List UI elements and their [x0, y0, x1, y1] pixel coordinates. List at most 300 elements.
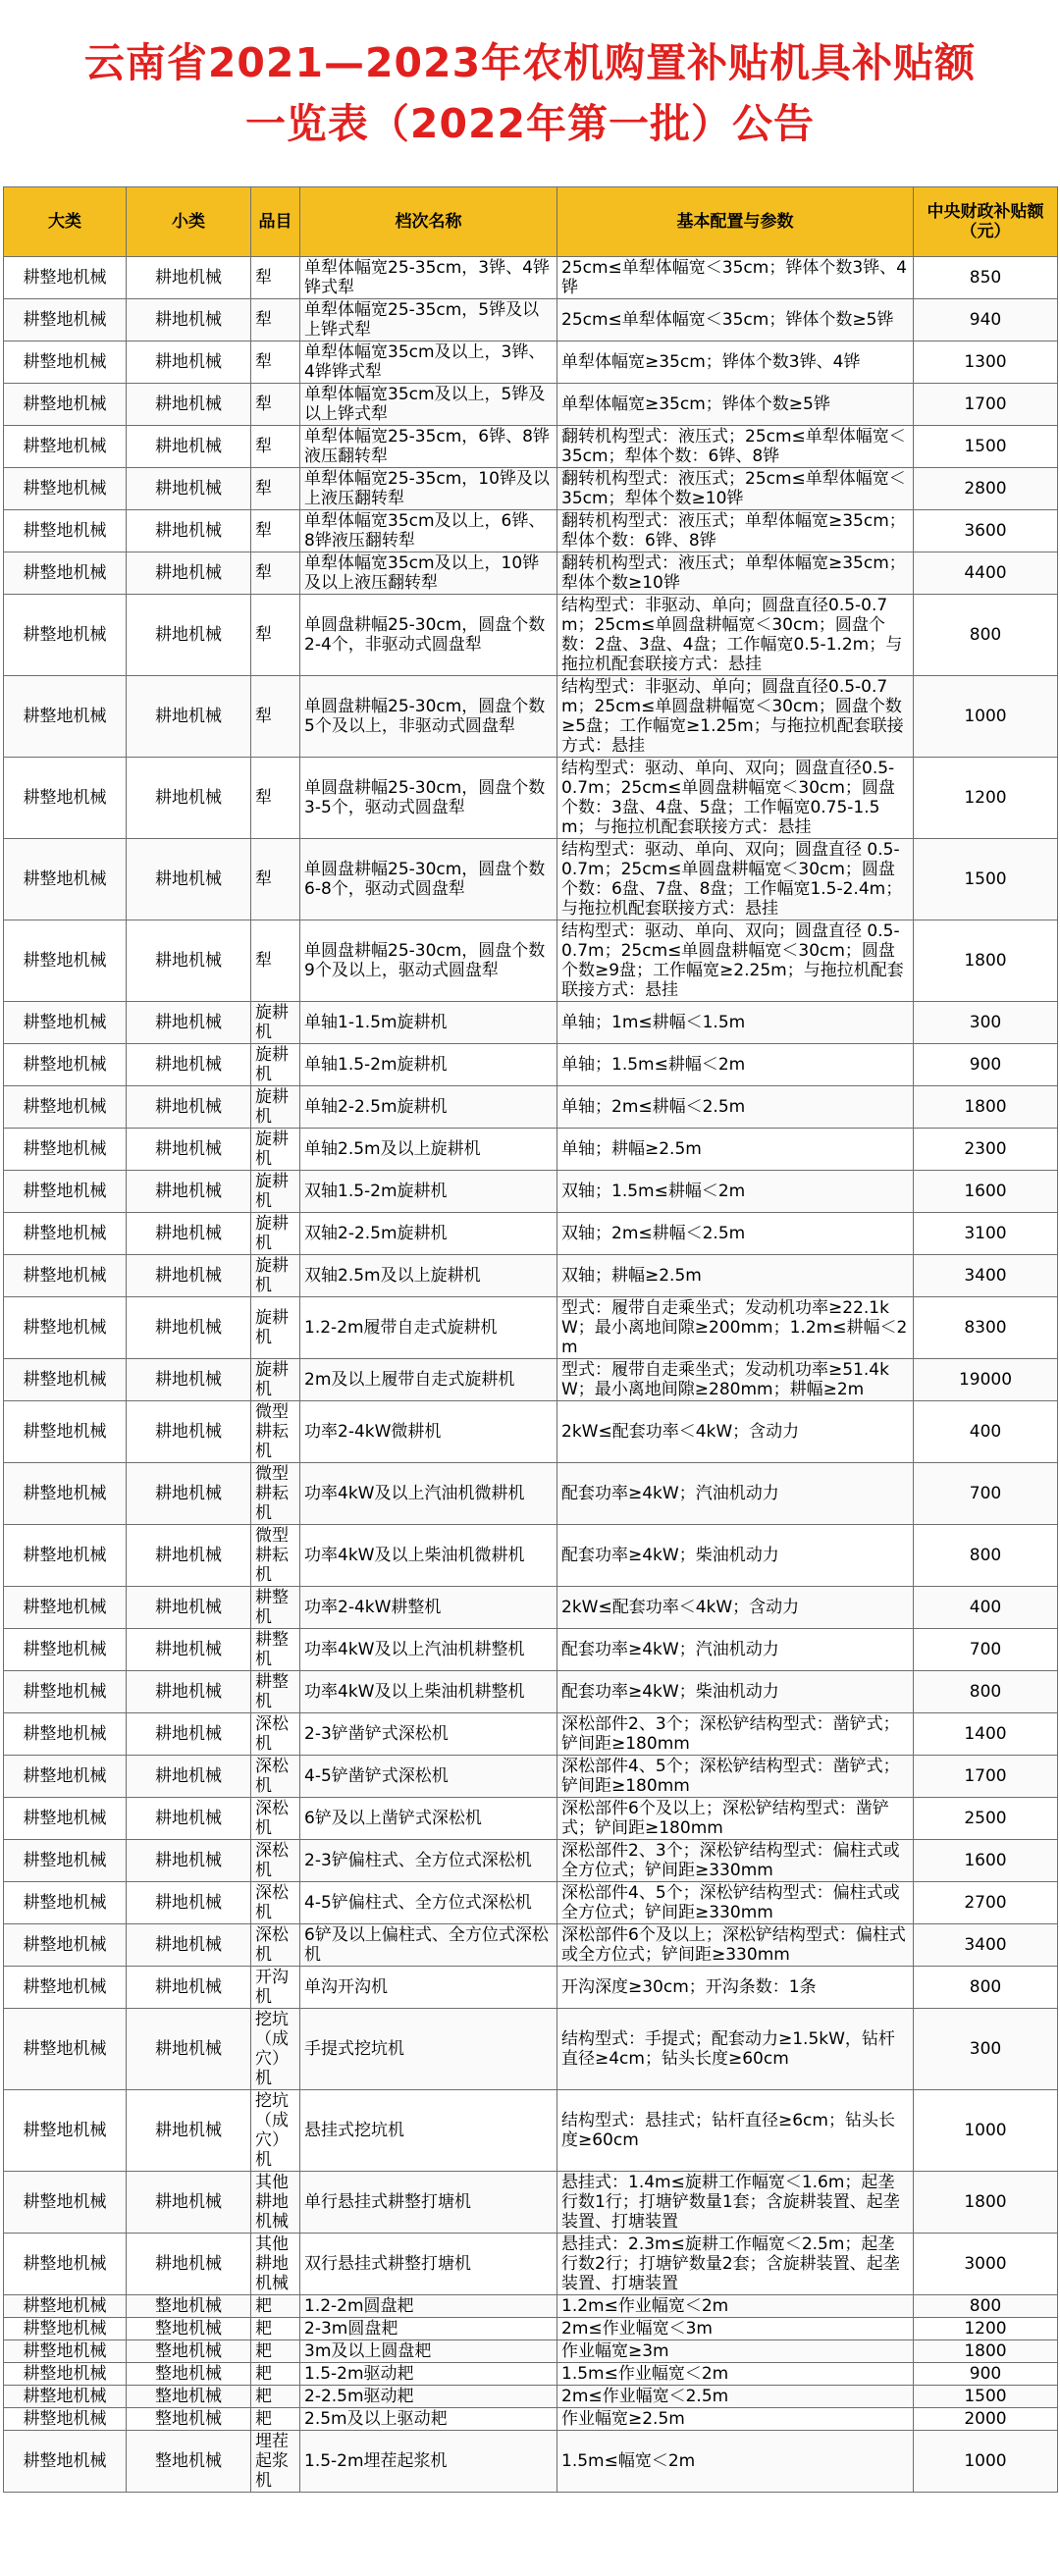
config-cell: 悬挂式：1.4m≤旋耕工作幅宽＜1.6m；起垄行数1行；打塘铲数量1套；含旋耕装置、起垄装置、打塘装置 — [557, 2172, 914, 2234]
item-cell: 旋耕机 — [251, 1129, 300, 1171]
subsidy-amount-cell: 1400 — [914, 1713, 1058, 1756]
minor-category-cell: 耕地机械 — [127, 1401, 251, 1463]
table-row — [4, 384, 1058, 426]
subsidy-amount-cell: 1200 — [914, 758, 1058, 839]
major-category-cell: 耕整地机械 — [4, 1297, 127, 1359]
tier-name-cell: 单犁体幅宽25-35cm，3铧、4铧铧式犁 — [300, 257, 557, 299]
major-category-cell: 耕整地机械 — [4, 299, 127, 342]
subsidy-amount-cell: 700 — [914, 1463, 1058, 1525]
tier-name-cell: 2m及以上履带自走式旋耕机 — [300, 1359, 557, 1401]
minor-category-cell: 耕地机械 — [127, 1756, 251, 1798]
config-cell: 开沟深度≥30cm；开沟条数：1条 — [557, 1967, 914, 2009]
item-cell: 旋耕机 — [251, 1086, 300, 1129]
minor-category-cell: 整地机械 — [127, 2318, 251, 2340]
subsidy-amount-cell: 2000 — [914, 2408, 1058, 2431]
item-cell: 旋耕机 — [251, 1213, 300, 1255]
config-cell: 单犁体幅宽≥35cm；铧体个数≥5铧 — [557, 384, 914, 426]
tier-name-cell: 2-2.5m驱动耙 — [300, 2386, 557, 2408]
minor-category-cell: 耕地机械 — [127, 299, 251, 342]
item-cell: 犁 — [251, 758, 300, 839]
table-row — [4, 2340, 1058, 2363]
minor-category-cell: 整地机械 — [127, 2363, 251, 2386]
table-row — [4, 1086, 1058, 1129]
item-cell: 耙 — [251, 2318, 300, 2340]
minor-category-cell: 耕地机械 — [127, 426, 251, 468]
item-cell: 犁 — [251, 299, 300, 342]
item-cell: 犁 — [251, 839, 300, 920]
major-category-cell: 耕整地机械 — [4, 2172, 127, 2234]
major-category-cell: 耕整地机械 — [4, 1671, 127, 1713]
tier-name-cell: 单圆盘耕幅25-30cm，圆盘个数3-5个，驱动式圆盘犁 — [300, 758, 557, 839]
tier-name-cell: 6铲及以上凿铲式深松机 — [300, 1798, 557, 1840]
table-row — [4, 2295, 1058, 2318]
item-cell: 犁 — [251, 510, 300, 552]
major-category-cell: 耕整地机械 — [4, 595, 127, 676]
config-cell: 深松部件4、5个；深松铲结构型式：偏柱式或全方位式；铲间距≥330mm — [557, 1882, 914, 1924]
config-cell: 25cm≤单犁体幅宽＜35cm；铧体个数≥5铧 — [557, 299, 914, 342]
subsidy-amount-cell: 700 — [914, 1629, 1058, 1671]
tier-name-cell: 单轴1-1.5m旋耕机 — [300, 1002, 557, 1044]
item-cell: 犁 — [251, 920, 300, 1002]
major-category-cell: 耕整地机械 — [4, 1840, 127, 1882]
item-cell: 耙 — [251, 2363, 300, 2386]
item-cell: 深松机 — [251, 1882, 300, 1924]
minor-category-cell: 耕地机械 — [127, 2234, 251, 2295]
minor-category-cell: 耕地机械 — [127, 2172, 251, 2234]
config-cell: 深松部件6个及以上；深松铲结构型式：偏柱式或全方位式；铲间距≥330mm — [557, 1924, 914, 1967]
table-row — [4, 1255, 1058, 1297]
config-cell: 单轴；1.5m≤耕幅＜2m — [557, 1044, 914, 1086]
major-category-cell: 耕整地机械 — [4, 1713, 127, 1756]
subsidy-amount-cell: 19000 — [914, 1359, 1058, 1401]
major-category-cell: 耕整地机械 — [4, 2431, 127, 2493]
major-category-cell: 耕整地机械 — [4, 1463, 127, 1525]
config-cell: 配套功率≥4kW；汽油机动力 — [557, 1629, 914, 1671]
tier-name-cell: 单犁体幅宽25-35cm，5铧及以上铧式犁 — [300, 299, 557, 342]
major-category-cell: 耕整地机械 — [4, 2340, 127, 2363]
major-category-cell: 耕整地机械 — [4, 839, 127, 920]
item-cell: 犁 — [251, 552, 300, 595]
table-row — [4, 1401, 1058, 1463]
major-category-cell: 耕整地机械 — [4, 552, 127, 595]
table-body — [4, 257, 1058, 2493]
subsidy-amount-cell: 2500 — [914, 1798, 1058, 1840]
major-category-cell: 耕整地机械 — [4, 1882, 127, 1924]
minor-category-cell: 耕地机械 — [127, 2009, 251, 2090]
config-cell: 1.2m≤作业幅宽＜2m — [557, 2295, 914, 2318]
minor-category-cell: 整地机械 — [127, 2408, 251, 2431]
minor-category-cell: 耕地机械 — [127, 1967, 251, 2009]
table-row — [4, 2172, 1058, 2234]
minor-category-cell: 耕地机械 — [127, 1255, 251, 1297]
major-category-cell: 耕整地机械 — [4, 2408, 127, 2431]
config-cell: 作业幅宽≥3m — [557, 2340, 914, 2363]
tier-name-cell: 单犁体幅宽35cm及以上，10铧及以上液压翻转犁 — [300, 552, 557, 595]
item-cell: 犁 — [251, 676, 300, 758]
subsidy-amount-cell: 2700 — [914, 1882, 1058, 1924]
config-cell: 悬挂式：2.3m≤旋耕工作幅宽＜2.5m；起垄行数2行；打塘铲数量2套；含旋耕装置、起垄装置、打塘装置 — [557, 2234, 914, 2295]
minor-category-cell: 整地机械 — [127, 2340, 251, 2363]
tier-name-cell: 功率4kW及以上汽油机微耕机 — [300, 1463, 557, 1525]
major-category-cell: 耕整地机械 — [4, 2386, 127, 2408]
item-cell: 挖坑（成穴）机 — [251, 2009, 300, 2090]
major-category-cell: 耕整地机械 — [4, 1525, 127, 1587]
table-row — [4, 595, 1058, 676]
header-subsidy-amount: 中央财政补贴额（元） — [914, 187, 1058, 257]
item-cell: 耙 — [251, 2295, 300, 2318]
subsidy-amount-cell: 400 — [914, 1587, 1058, 1629]
item-cell: 深松机 — [251, 1798, 300, 1840]
config-cell: 深松部件2、3个；深松铲结构型式：凿铲式；铲间距≥180mm — [557, 1713, 914, 1756]
item-cell: 深松机 — [251, 1756, 300, 1798]
minor-category-cell: 耕地机械 — [127, 510, 251, 552]
config-cell: 2kW≤配套功率＜4kW；含动力 — [557, 1401, 914, 1463]
subsidy-amount-cell: 1000 — [914, 2431, 1058, 2493]
minor-category-cell: 耕地机械 — [127, 1002, 251, 1044]
subsidy-amount-cell: 1000 — [914, 2090, 1058, 2172]
tier-name-cell: 单轴1.5-2m旋耕机 — [300, 1044, 557, 1086]
notice-title — [0, 0, 1060, 186]
tier-name-cell: 功率2-4kW微耕机 — [300, 1401, 557, 1463]
minor-category-cell: 耕地机械 — [127, 342, 251, 384]
table-row — [4, 1587, 1058, 1629]
minor-category-cell: 耕地机械 — [127, 1798, 251, 1840]
tier-name-cell: 2.5m及以上驱动耙 — [300, 2408, 557, 2431]
tier-name-cell: 2-3m圆盘耙 — [300, 2318, 557, 2340]
tier-name-cell: 1.2-2m履带自走式旋耕机 — [300, 1297, 557, 1359]
config-cell: 结构型式：手提式；配套动力≥1.5kW，钻杆直径≥4cm；钻头长度≥60cm — [557, 2009, 914, 2090]
config-cell: 配套功率≥4kW；柴油机动力 — [557, 1671, 914, 1713]
item-cell: 开沟机 — [251, 1967, 300, 2009]
major-category-cell: 耕整地机械 — [4, 1129, 127, 1171]
tier-name-cell: 单犁体幅宽35cm及以上，5铧及以上铧式犁 — [300, 384, 557, 426]
subsidy-amount-cell: 3600 — [914, 510, 1058, 552]
config-cell: 结构型式：驱动、单向、双向；圆盘直径 0.5-0.7m；25cm≤单圆盘耕幅宽＜30cm；圆盘个数：6盘、7盘、8盘；工作幅宽1.5-2.4m；与拖拉机配套联接方式：悬挂 — [557, 839, 914, 920]
minor-category-cell: 耕地机械 — [127, 1297, 251, 1359]
tier-name-cell: 悬挂式挖坑机 — [300, 2090, 557, 2172]
item-cell: 耙 — [251, 2408, 300, 2431]
table-row — [4, 2408, 1058, 2431]
major-category-cell: 耕整地机械 — [4, 257, 127, 299]
major-category-cell: 耕整地机械 — [4, 384, 127, 426]
item-cell: 犁 — [251, 342, 300, 384]
item-cell: 耕整机 — [251, 1629, 300, 1671]
subsidy-amount-cell: 800 — [914, 2295, 1058, 2318]
subsidy-amount-cell: 1500 — [914, 839, 1058, 920]
minor-category-cell: 耕地机械 — [127, 1044, 251, 1086]
major-category-cell: 耕整地机械 — [4, 468, 127, 510]
subsidy-amount-cell: 800 — [914, 1671, 1058, 1713]
config-cell: 翻转机构型式：液压式；单犁体幅宽≥35cm；犁体个数≥10铧 — [557, 552, 914, 595]
item-cell: 耕整机 — [251, 1671, 300, 1713]
table-row — [4, 510, 1058, 552]
minor-category-cell: 耕地机械 — [127, 1463, 251, 1525]
config-cell: 作业幅宽≥2.5m — [557, 2408, 914, 2431]
table-header-row — [4, 187, 1058, 257]
header-minor-category: 小类 — [127, 187, 251, 257]
config-cell: 结构型式：驱动、单向、双向；圆盘直径0.5-0.7m；25cm≤单圆盘耕幅宽＜30cm；圆盘个数：3盘、4盘、5盘；工作幅宽0.75-1.5m；与拖拉机配套联接方式：悬挂 — [557, 758, 914, 839]
tier-name-cell: 双轴1.5-2m旋耕机 — [300, 1171, 557, 1213]
table-row — [4, 2363, 1058, 2386]
title-line-1: 云南省2021—2023年农机购置补贴机具补贴额 — [83, 39, 977, 86]
minor-category-cell: 整地机械 — [127, 2431, 251, 2493]
subsidy-amount-cell: 1800 — [914, 920, 1058, 1002]
config-cell: 单轴；耕幅≥2.5m — [557, 1129, 914, 1171]
subsidy-amount-cell: 850 — [914, 257, 1058, 299]
item-cell: 其他耕地机械 — [251, 2234, 300, 2295]
subsidy-amount-cell: 1800 — [914, 2340, 1058, 2363]
subsidy-amount-cell: 1600 — [914, 1840, 1058, 1882]
item-cell: 其他耕地机械 — [251, 2172, 300, 2234]
major-category-cell: 耕整地机械 — [4, 920, 127, 1002]
item-cell: 犁 — [251, 468, 300, 510]
subsidy-amount-cell: 1800 — [914, 1086, 1058, 1129]
config-cell: 配套功率≥4kW；汽油机动力 — [557, 1463, 914, 1525]
table-row — [4, 1924, 1058, 1967]
tier-name-cell: 1.5-2m埋茬起浆机 — [300, 2431, 557, 2493]
table-row — [4, 1213, 1058, 1255]
major-category-cell: 耕整地机械 — [4, 1044, 127, 1086]
major-category-cell: 耕整地机械 — [4, 2318, 127, 2340]
table-row — [4, 552, 1058, 595]
major-category-cell: 耕整地机械 — [4, 342, 127, 384]
table-row — [4, 1671, 1058, 1713]
subsidy-amount-cell: 300 — [914, 2009, 1058, 2090]
config-cell: 单犁体幅宽≥35cm；铧体个数3铧、4铧 — [557, 342, 914, 384]
minor-category-cell: 耕地机械 — [127, 1587, 251, 1629]
major-category-cell: 耕整地机械 — [4, 2363, 127, 2386]
major-category-cell: 耕整地机械 — [4, 2295, 127, 2318]
subsidy-amount-cell: 1300 — [914, 342, 1058, 384]
tier-name-cell: 功率4kW及以上汽油机耕整机 — [300, 1629, 557, 1671]
tier-name-cell: 单犁体幅宽35cm及以上，3铧、4铧铧式犁 — [300, 342, 557, 384]
tier-name-cell: 4-5铲凿铲式深松机 — [300, 1756, 557, 1798]
item-cell: 旋耕机 — [251, 1359, 300, 1401]
minor-category-cell: 耕地机械 — [127, 920, 251, 1002]
major-category-cell: 耕整地机械 — [4, 1798, 127, 1840]
minor-category-cell: 耕地机械 — [127, 1713, 251, 1756]
config-cell: 1.5m≤作业幅宽＜2m — [557, 2363, 914, 2386]
subsidy-amount-cell: 8300 — [914, 1297, 1058, 1359]
table-row — [4, 1882, 1058, 1924]
table-row — [4, 1713, 1058, 1756]
item-cell: 埋茬起浆机 — [251, 2431, 300, 2493]
config-cell: 深松部件6个及以上；深松铲结构型式：凿铲式；铲间距≥180mm — [557, 1798, 914, 1840]
minor-category-cell: 耕地机械 — [127, 1629, 251, 1671]
major-category-cell: 耕整地机械 — [4, 1924, 127, 1967]
minor-category-cell: 耕地机械 — [127, 1525, 251, 1587]
tier-name-cell: 手提式挖坑机 — [300, 2009, 557, 2090]
tier-name-cell: 4-5铲偏柱式、全方位式深松机 — [300, 1882, 557, 1924]
item-cell: 耙 — [251, 2386, 300, 2408]
item-cell: 旋耕机 — [251, 1044, 300, 1086]
major-category-cell: 耕整地机械 — [4, 2090, 127, 2172]
table-row — [4, 299, 1058, 342]
item-cell: 深松机 — [251, 1924, 300, 1967]
minor-category-cell: 耕地机械 — [127, 758, 251, 839]
subsidy-amount-cell: 1800 — [914, 2172, 1058, 2234]
subsidy-amount-cell: 1500 — [914, 2386, 1058, 2408]
minor-category-cell: 耕地机械 — [127, 1840, 251, 1882]
config-cell: 翻转机构型式：液压式；25cm≤单犁体幅宽＜35cm；犁体个数：6铧、8铧 — [557, 426, 914, 468]
tier-name-cell: 单圆盘耕幅25-30cm，圆盘个数9个及以上，驱动式圆盘犁 — [300, 920, 557, 1002]
tier-name-cell: 1.5-2m驱动耙 — [300, 2363, 557, 2386]
config-cell: 双轴；2m≤耕幅＜2.5m — [557, 1213, 914, 1255]
subsidy-amount-cell: 1600 — [914, 1171, 1058, 1213]
config-cell: 单轴；1m≤耕幅＜1.5m — [557, 1002, 914, 1044]
tier-name-cell: 单行悬挂式耕整打塘机 — [300, 2172, 557, 2234]
minor-category-cell: 耕地机械 — [127, 384, 251, 426]
tier-name-cell: 3m及以上圆盘耙 — [300, 2340, 557, 2363]
major-category-cell: 耕整地机械 — [4, 1587, 127, 1629]
table-row — [4, 1798, 1058, 1840]
config-cell: 2m≤作业幅宽＜2.5m — [557, 2386, 914, 2408]
table-row — [4, 676, 1058, 758]
table-row — [4, 1967, 1058, 2009]
config-cell: 型式：履带自走乘坐式；发动机功率≥22.1kW；最小离地间隙≥200mm；1.2m≤耕幅＜2m — [557, 1297, 914, 1359]
subsidy-amount-cell: 3100 — [914, 1213, 1058, 1255]
tier-name-cell: 单轴2-2.5m旋耕机 — [300, 1086, 557, 1129]
major-category-cell: 耕整地机械 — [4, 1002, 127, 1044]
item-cell: 犁 — [251, 595, 300, 676]
table-row — [4, 1840, 1058, 1882]
minor-category-cell: 耕地机械 — [127, 1924, 251, 1967]
item-cell: 深松机 — [251, 1840, 300, 1882]
tier-name-cell: 单圆盘耕幅25-30cm，圆盘个数5个及以上，非驱动式圆盘犁 — [300, 676, 557, 758]
item-cell: 耙 — [251, 2340, 300, 2363]
table-row — [4, 1002, 1058, 1044]
subsidy-table — [3, 186, 1058, 2493]
item-cell: 旋耕机 — [251, 1002, 300, 1044]
major-category-cell: 耕整地机械 — [4, 758, 127, 839]
item-cell: 犁 — [251, 426, 300, 468]
config-cell: 深松部件2、3个；深松铲结构型式：偏柱式或全方位式；铲间距≥330mm — [557, 1840, 914, 1882]
major-category-cell: 耕整地机械 — [4, 676, 127, 758]
item-cell: 微型耕耘机 — [251, 1401, 300, 1463]
minor-category-cell: 耕地机械 — [127, 552, 251, 595]
tier-name-cell: 单犁体幅宽25-35cm，10铧及以上液压翻转犁 — [300, 468, 557, 510]
subsidy-amount-cell: 2800 — [914, 468, 1058, 510]
subsidy-amount-cell: 940 — [914, 299, 1058, 342]
subsidy-amount-cell: 3400 — [914, 1255, 1058, 1297]
table-row — [4, 426, 1058, 468]
subsidy-amount-cell: 3000 — [914, 2234, 1058, 2295]
table-row — [4, 2431, 1058, 2493]
tier-name-cell: 1.2-2m圆盘耙 — [300, 2295, 557, 2318]
subsidy-amount-cell: 900 — [914, 2363, 1058, 2386]
subsidy-amount-cell: 300 — [914, 1002, 1058, 1044]
title-line-2: 一览表（2022年第一批）公告 — [244, 100, 816, 147]
tier-name-cell: 双轴2.5m及以上旋耕机 — [300, 1255, 557, 1297]
tier-name-cell: 单轴2.5m及以上旋耕机 — [300, 1129, 557, 1171]
tier-name-cell: 功率4kW及以上柴油机耕整机 — [300, 1671, 557, 1713]
table-row — [4, 1463, 1058, 1525]
table-row — [4, 342, 1058, 384]
minor-category-cell: 耕地机械 — [127, 1213, 251, 1255]
major-category-cell: 耕整地机械 — [4, 1171, 127, 1213]
table-row — [4, 839, 1058, 920]
tier-name-cell: 单圆盘耕幅25-30cm，圆盘个数2-4个，非驱动式圆盘犁 — [300, 595, 557, 676]
item-cell: 深松机 — [251, 1713, 300, 1756]
minor-category-cell: 耕地机械 — [127, 468, 251, 510]
item-cell: 犁 — [251, 384, 300, 426]
config-cell: 25cm≤单犁体幅宽＜35cm；铧体个数3铧、4铧 — [557, 257, 914, 299]
config-cell: 翻转机构型式：液压式；单犁体幅宽≥35cm；犁体个数：6铧、8铧 — [557, 510, 914, 552]
table-row — [4, 1629, 1058, 1671]
config-cell: 结构型式：驱动、单向、双向；圆盘直径 0.5-0.7m；25cm≤单圆盘耕幅宽＜30cm；圆盘个数≥9盘；工作幅宽≥2.25m；与拖拉机配套联接方式：悬挂 — [557, 920, 914, 1002]
table-row — [4, 2386, 1058, 2408]
subsidy-amount-cell: 400 — [914, 1401, 1058, 1463]
major-category-cell: 耕整地机械 — [4, 426, 127, 468]
table-row — [4, 1297, 1058, 1359]
table-row — [4, 257, 1058, 299]
minor-category-cell: 耕地机械 — [127, 676, 251, 758]
minor-category-cell: 耕地机械 — [127, 1171, 251, 1213]
minor-category-cell: 耕地机械 — [127, 839, 251, 920]
table-row — [4, 2234, 1058, 2295]
item-cell: 犁 — [251, 257, 300, 299]
config-cell: 结构型式：悬挂式；钻杆直径≥6cm；钻头长度≥60cm — [557, 2090, 914, 2172]
config-cell: 2m≤作业幅宽＜3m — [557, 2318, 914, 2340]
tier-name-cell: 6铲及以上偏柱式、全方位式深松机 — [300, 1924, 557, 1967]
major-category-cell: 耕整地机械 — [4, 1213, 127, 1255]
config-cell: 结构型式：非驱动、单向；圆盘直径0.5-0.7m；25cm≤单圆盘耕幅宽＜30cm；圆盘个数：2盘、3盘、4盘；工作幅宽0.5-1.2m；与拖拉机配套联接方式：悬挂 — [557, 595, 914, 676]
major-category-cell: 耕整地机械 — [4, 1967, 127, 2009]
subsidy-amount-cell: 800 — [914, 595, 1058, 676]
subsidy-amount-cell: 1700 — [914, 1756, 1058, 1798]
minor-category-cell: 耕地机械 — [127, 2090, 251, 2172]
subsidy-amount-cell: 800 — [914, 1525, 1058, 1587]
minor-category-cell: 耕地机械 — [127, 1129, 251, 1171]
tier-name-cell: 双行悬挂式耕整打塘机 — [300, 2234, 557, 2295]
table-row — [4, 1129, 1058, 1171]
item-cell: 旋耕机 — [251, 1255, 300, 1297]
table-row — [4, 1171, 1058, 1213]
major-category-cell: 耕整地机械 — [4, 2009, 127, 2090]
table-row — [4, 1756, 1058, 1798]
minor-category-cell: 整地机械 — [127, 2386, 251, 2408]
tier-name-cell: 单犁体幅宽25-35cm，6铧、8铧液压翻转犁 — [300, 426, 557, 468]
config-cell: 深松部件4、5个；深松铲结构型式：凿铲式；铲间距≥180mm — [557, 1756, 914, 1798]
table-row — [4, 468, 1058, 510]
major-category-cell: 耕整地机械 — [4, 1086, 127, 1129]
major-category-cell: 耕整地机械 — [4, 510, 127, 552]
minor-category-cell: 耕地机械 — [127, 1671, 251, 1713]
subsidy-amount-cell: 4400 — [914, 552, 1058, 595]
major-category-cell: 耕整地机械 — [4, 1359, 127, 1401]
table-row — [4, 1044, 1058, 1086]
table-row — [4, 1525, 1058, 1587]
tier-name-cell: 功率2-4kW耕整机 — [300, 1587, 557, 1629]
config-cell: 单轴；2m≤耕幅＜2.5m — [557, 1086, 914, 1129]
config-cell: 1.5m≤幅宽＜2m — [557, 2431, 914, 2493]
item-cell: 挖坑（成穴）机 — [251, 2090, 300, 2172]
minor-category-cell: 耕地机械 — [127, 1359, 251, 1401]
table-row — [4, 758, 1058, 839]
minor-category-cell: 耕地机械 — [127, 595, 251, 676]
minor-category-cell: 整地机械 — [127, 2295, 251, 2318]
minor-category-cell: 耕地机械 — [127, 257, 251, 299]
tier-name-cell: 单犁体幅宽35cm及以上，6铧、8铧液压翻转犁 — [300, 510, 557, 552]
subsidy-amount-cell: 1500 — [914, 426, 1058, 468]
major-category-cell: 耕整地机械 — [4, 1255, 127, 1297]
minor-category-cell: 耕地机械 — [127, 1882, 251, 1924]
major-category-cell: 耕整地机械 — [4, 1401, 127, 1463]
config-cell: 翻转机构型式：液压式；25cm≤单犁体幅宽＜35cm；犁体个数≥10铧 — [557, 468, 914, 510]
subsidy-amount-cell: 1000 — [914, 676, 1058, 758]
header-item: 品目 — [251, 187, 300, 257]
config-cell: 双轴；耕幅≥2.5m — [557, 1255, 914, 1297]
